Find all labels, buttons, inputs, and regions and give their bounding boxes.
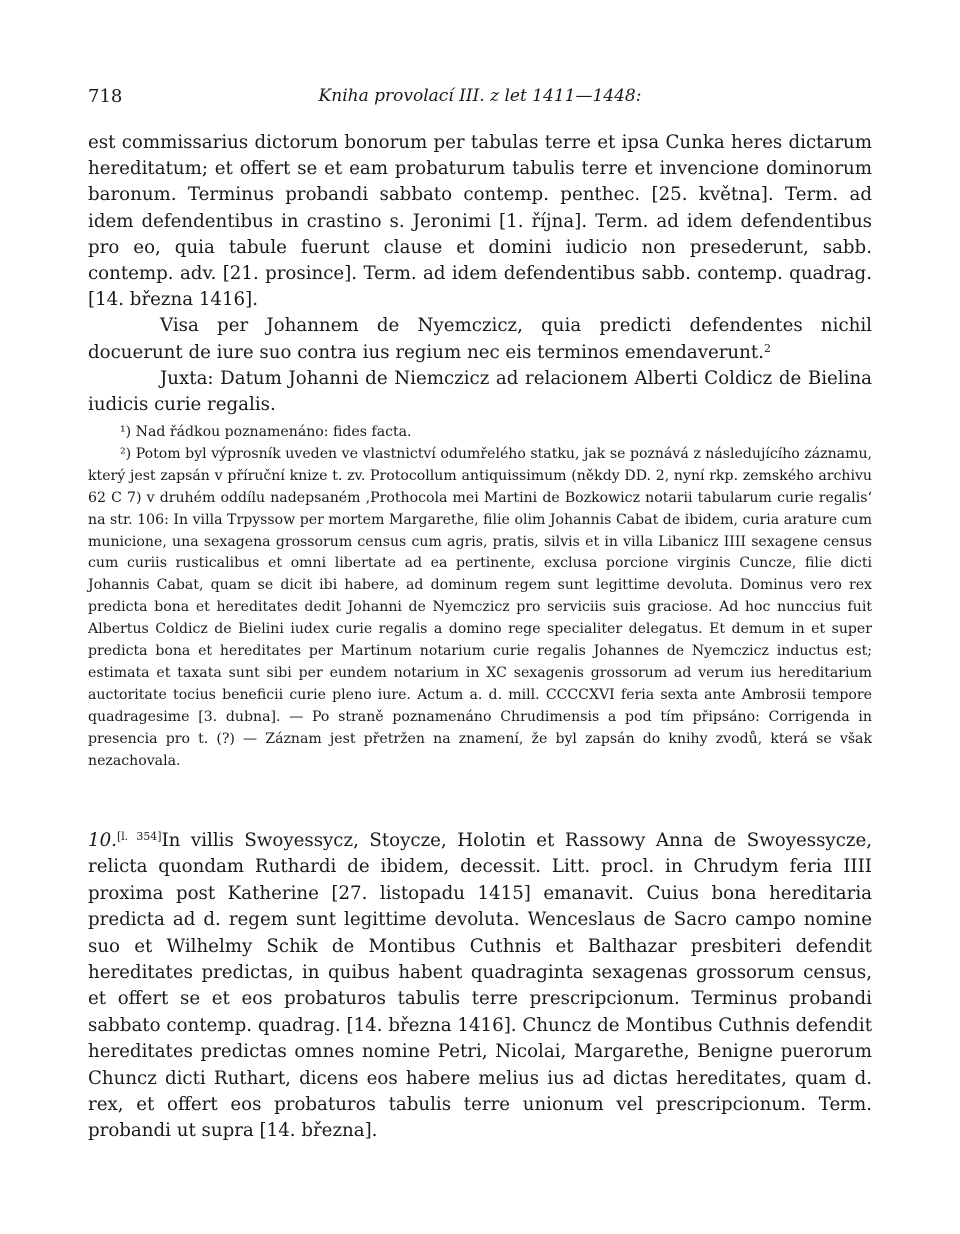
paragraph-continuation: est commissarius dictorum bonorum per tabulas terre et ipsa Cunka heres dictarum hereditatum; et offert se et eam probaturum tabulis terre et invencione dominorum baronum. Terminus probandi sabbato contemp. penthec. [25. května]. Term. ad idem defendentibus in crastino s. Jeronimi [1. října]. Term. ad idem defendentibus pro eo, quia tabule fuerunt clause et domini iudicio non presederunt, sabb. contemp. adv. [21. prosince]. Term. ad idem defendentibus sabb. contemp. quadrag. [14. března 1416]. bbox=[88, 132, 872, 311]
entry-paragraph bbox=[88, 828, 872, 1145]
main-text bbox=[88, 130, 872, 418]
footnote-1 bbox=[88, 422, 872, 444]
footnote-1-mark: ¹) bbox=[120, 424, 132, 440]
footnote-ref: 2 bbox=[763, 341, 771, 355]
folio-reference: [l. 354] bbox=[116, 830, 162, 843]
paragraph-juxta: Juxta: Datum Johanni de Niemczicz ad relacionem Alberti Coldicz de Bielina iudicis curie regalis. bbox=[88, 367, 872, 416]
entry-number: 10. bbox=[88, 830, 117, 851]
entry-text: In villis Swoyessycz, Stoycze, Holotin et Rassowy Anna de Swoyessycze, relicta quondam Ruthardi de ibidem, decessit. Litt. procl. in Chrudym feria IIII proxima post Katherine [27. listopadu 1415] emanavit. Cuius bona hereditaria predicta ad d. regem sunt legittime devoluta. Wenceslaus de Sacro campo nomine suo et Wilhelmy Schik de Montibus Cuthnis et Balthazar presbiteri defendit hereditates predictas, in quibus habent quadraginta sexagenas grossorum census, et offert se et eos probaturos tabulis terre prescripcionum. Terminus probandi sabbato contemp. quadrag. [14. března 1416]. Chuncz de Montibus Cuthnis defendit hereditates predictas omnes nomine Petri, Nicolai, Margarethe, Benigne puerorum Chuncz dicti Ruthart, dicens eos habere melius ius ad dictas hereditates, quam d. rex, et offert eos probaturos tabulis terre unionum vel prescripcionum. Term. probandi ut supra [14. března]. bbox=[88, 830, 873, 1142]
paragraph-visa bbox=[88, 313, 872, 365]
running-title: Kniha provolací III. z let 1411—1448: bbox=[318, 86, 642, 106]
footnote-1-text: Nad řádkou poznamenáno: fides facta. bbox=[135, 424, 412, 440]
footnotes bbox=[88, 422, 872, 773]
page-header bbox=[88, 86, 872, 110]
footnote-2 bbox=[88, 444, 872, 773]
footnote-2-text: Potom byl výprosník uveden ve vlastnictví odumřelého statku, jak se poznává z následujícího záznamu, který jest zapsán v příruční knize t. zv. Protocollum antiquissimum (někdy DD. 2, nyní rkp. zemského archivu 62 C 7) v druhém oddílu nadepsaném ,Prothocola mei Martini de Bozkowicz notarii tabularum curie regalis‘ na str. 106: In villa Trpyssow per mortem Margarethe, filie olim Johannis Cabat de ibidem, curia arature cum municione, una sexagena grossorum census cum agris, pratis, silvis et in villa Libanicz IIII sexagene census cum curiis rusticalibus et omni libertate ad ea pertinente, exclusa porcione virginis Cuncze, filie dicti Johannis Cabat, quam se dicit ibi habere, ad dominum regem sunt legittime devoluta. Dominus vero rex predicta bona et hereditates dedit Johanni de Nyemczicz pro serviciis suis graciose. Ad hoc nunccius fuit Albertus Coldicz de Bielini iudex curie regalis a domino rege specialiter delegatus. Et demum in et super predicta bona et hereditates per Martinum notarium curie regalis Johannes de Nyemczicz inductus est; estimata et taxata sunt sibi per eundem notarium in XC sexagenis grossorum ad verum ius hereditarium auctoritate tocius beneficii curie pleno iure. Actum a. d. mill. CCCCXVI feria sexta ante Ambrosii tempore quadragesime [3. dubna]. — Po straně poznamenáno Chrudimensis a pod tím připsáno: Corrigenda in presencia pro t. (?) — Záznam jest přetržen na znamení, že byl zapsán do knihy zvodů, která se však nezachovala. bbox=[88, 445, 872, 769]
page-number: 718 bbox=[88, 86, 123, 107]
entry-10 bbox=[88, 828, 872, 1145]
footnote-2-mark: ²) bbox=[120, 445, 132, 462]
paragraph-visa-text: Visa per Johannem de Nyemczicz, quia predicti defendentes nichil docuerunt de iure suo contra ius regium nec eis terminos emendaverunt. bbox=[88, 315, 872, 363]
